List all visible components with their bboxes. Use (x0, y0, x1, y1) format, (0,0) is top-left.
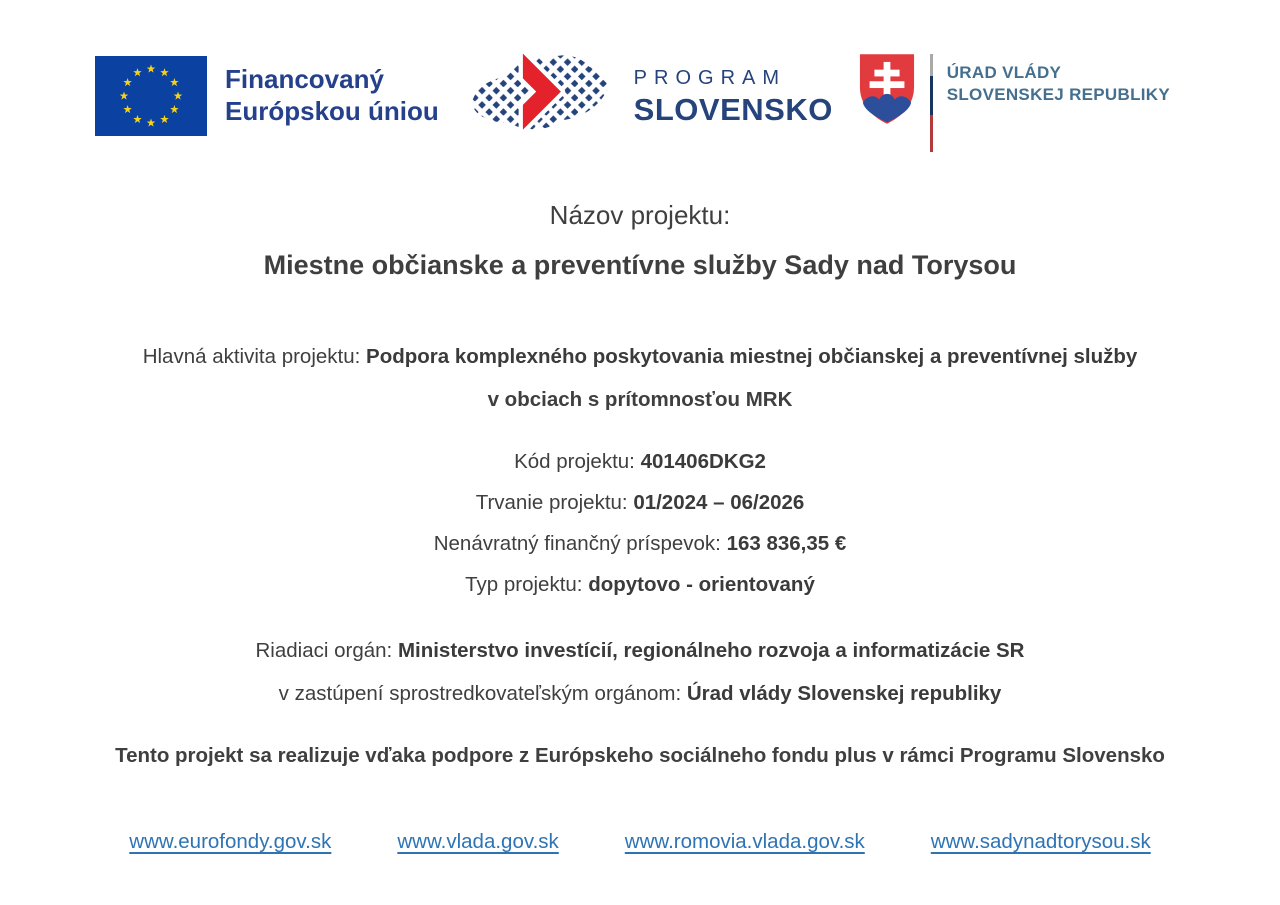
urad-vlady-line2: SLOVENSKEJ REPUBLIKY (946, 85, 1170, 105)
link-romovia[interactable]: www.romovia.vlada.gov.sk (624, 830, 865, 853)
main-activity-line2: v obciach s prítomnosťou MRK (487, 388, 793, 411)
logo-divider-bar (930, 54, 933, 152)
project-duration-value: 01/2024 – 06/2026 (633, 491, 805, 514)
project-grant-value: 163 836,35 € (726, 532, 847, 555)
program-slovensko-icon (464, 44, 616, 144)
funding-statement: Tento projekt sa realizuje vďaka podpore z Európskeho sociálneho fondu plus v rámci Programu Slovensko (115, 744, 1165, 767)
project-title-label: Názov projektu: (549, 200, 731, 230)
logo-row (0, 0, 1280, 150)
project-grant-label: Nenávratný finančný príspevok: (433, 532, 727, 555)
urad-vlady-text (947, 62, 1170, 106)
intermediary-body-line (0, 682, 1280, 706)
main-activity-label: Hlavná aktivita projektu: (142, 345, 367, 368)
urad-vlady-line1: ÚRAD VLÁDY (946, 63, 1062, 82)
eu-funding-line2: Európskou úniou (225, 96, 439, 126)
program-slovensko-logo (464, 44, 833, 144)
eu-funding-text (225, 64, 439, 127)
intermediary-body-value: Úrad vlády Slovenskej republiky (686, 682, 1002, 705)
managing-authority-line (0, 639, 1280, 663)
project-type-label: Typ projektu: (465, 573, 589, 596)
slovak-coat-of-arms-icon (858, 52, 916, 126)
managing-authority-value: Ministerstvo investícií, regionálneho rozvoja a informatizácie SR (397, 639, 1025, 662)
project-code-line (0, 450, 1280, 474)
intermediary-body-label: v zastúpení sprostredkovateľským orgánom: (278, 682, 687, 705)
project-code-value: 401406DKG2 (640, 450, 766, 473)
main-activity-value: Podpora komplexného poskytovania miestnej občianskej a preventívnej služby (366, 345, 1138, 368)
main-activity-line (0, 345, 1280, 369)
authority-block (0, 639, 1280, 706)
footer-links (0, 830, 1280, 854)
project-content (0, 200, 1280, 854)
link-vlada[interactable]: www.vlada.gov.sk (397, 830, 559, 853)
project-type-value: dopytovo - orientovaný (588, 573, 815, 596)
eu-flag-icon (95, 56, 207, 136)
project-grant-line (0, 532, 1280, 556)
project-duration-line (0, 491, 1280, 515)
link-sadynadtorysou[interactable]: www.sadynadtorysou.sk (930, 830, 1151, 853)
project-duration-label: Trvanie projektu: (475, 491, 634, 514)
managing-authority-label: Riadiaci orgán: (255, 639, 398, 662)
project-type-line (0, 573, 1280, 597)
project-code-label: Kód projektu: (514, 450, 641, 473)
link-eurofondy[interactable]: www.eurofondy.gov.sk (129, 830, 332, 853)
program-slovensko-text (634, 67, 833, 128)
eu-funding-line1: Financovaný (225, 64, 384, 95)
project-details (0, 450, 1280, 597)
program-slovensko-line2: SLOVENSKO (633, 91, 833, 127)
program-slovensko-line1: PROGRAM (633, 66, 787, 89)
project-title: Miestne občianske a preventívne služby Sady nad Torysou (263, 250, 1017, 280)
urad-vlady-logo (858, 52, 1170, 152)
eu-funding-logo (95, 56, 439, 136)
